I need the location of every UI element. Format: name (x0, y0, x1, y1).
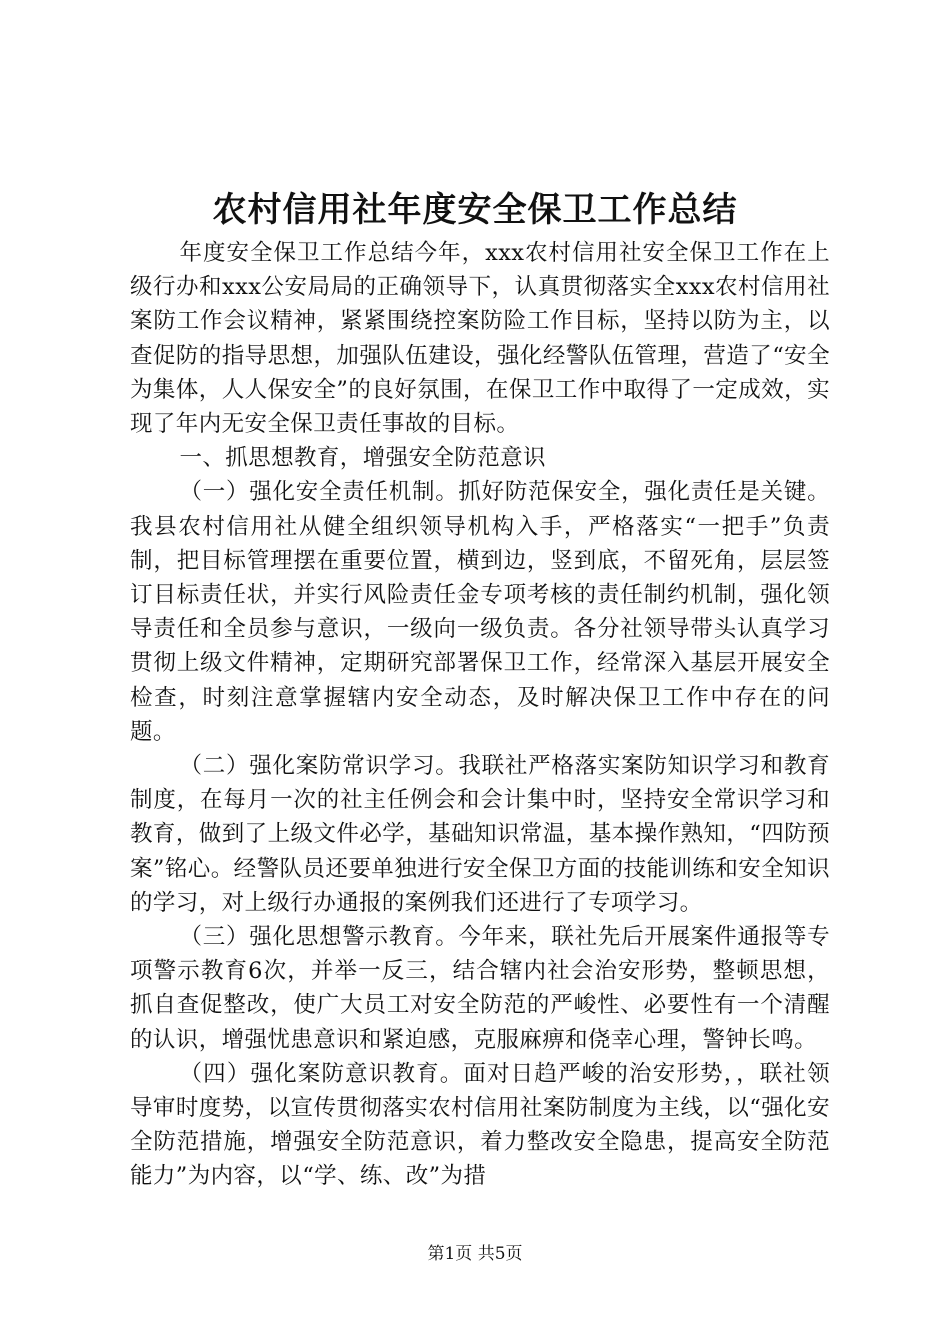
section-heading-1: 一、抓思想教育，增强安全防范意识 (179, 445, 546, 472)
paragraph-item-2: （二）强化案防常识学习。我联社严格落实案防知识学习和教育制度，在每月一次的社主任例会和会计集中时，坚持安全常识学习和教育，做到了上级文件必学，基础知识常温，基本操作熟知，“四防预案”铭心。经警队员还要单独进行安全保卫方面的技能训练和安全知识的学习，对上级行办通报的案例我们还进行了专项学习。 (130, 753, 830, 916)
paragraph-item-3: （三）强化思想警示教育。今年来，联社先后开展案件通报等专项警示教育6次，并举一反三，结合辖内社会治安形势，整顿思想，抓自查促整改，使广大员工对安全防范的严峻性、必要性有一个清醒的认识，增强忧患意识和紧迫感，克服麻痹和侥幸心理，警钟长鸣。 (130, 924, 830, 1053)
paragraph-intro: 年度安全保卫工作总结今年，xxx农村信用社安全保卫工作在上级行办和xxx公安局局的正确领导下，认真贯彻落实全xxx农村信用社案防工作会议精神，紧紧围绕控案防险工作目标，坚持以防为主，以查促防的指导思想，加强队伍建设，强化经警队伍管理，营造了“安全为集体，人人保安全”的良好氛围，在保卫工作中取得了一定成效，实现了年内无安全保卫责任事故的目标。 (130, 240, 830, 438)
document-body (130, 236, 830, 1194)
page-footer: 第1页 共5页 (427, 1244, 523, 1264)
document-title: 农村信用社年度安全保卫工作总结 (212, 190, 738, 230)
paragraph-item-4: （四）强化案防意识教育。面对日趋严峻的治安形势，，联社领导审时度势，以宣传贯彻落实农村信用社案防制度为主线，以“强化安全防范措施，增强安全防范意识，着力整改安全隐患，提高安全防范能力”为内容，以“学、练、改”为措 (130, 1060, 830, 1190)
paragraph-item-1: （一）强化安全责任机制。抓好防范保安全，强化责任是关键。我县农村信用社从健全组织领导机构入手，严格落实“一把手”负责制，把目标管理摆在重要位置，横到边，竖到底，不留死角，层层签订目标责任状，并实行风险责任金专项考核的责任制约机制，强化领导责任和全员参与意识，一级向一级负责。各分社领导带头认真学习贯彻上级文件精神，定期研究部署保卫工作，经常深入基层开展安全检查，时刻注意掌握辖内安全动态，及时解决保卫工作中存在的问题。 (130, 479, 830, 745)
